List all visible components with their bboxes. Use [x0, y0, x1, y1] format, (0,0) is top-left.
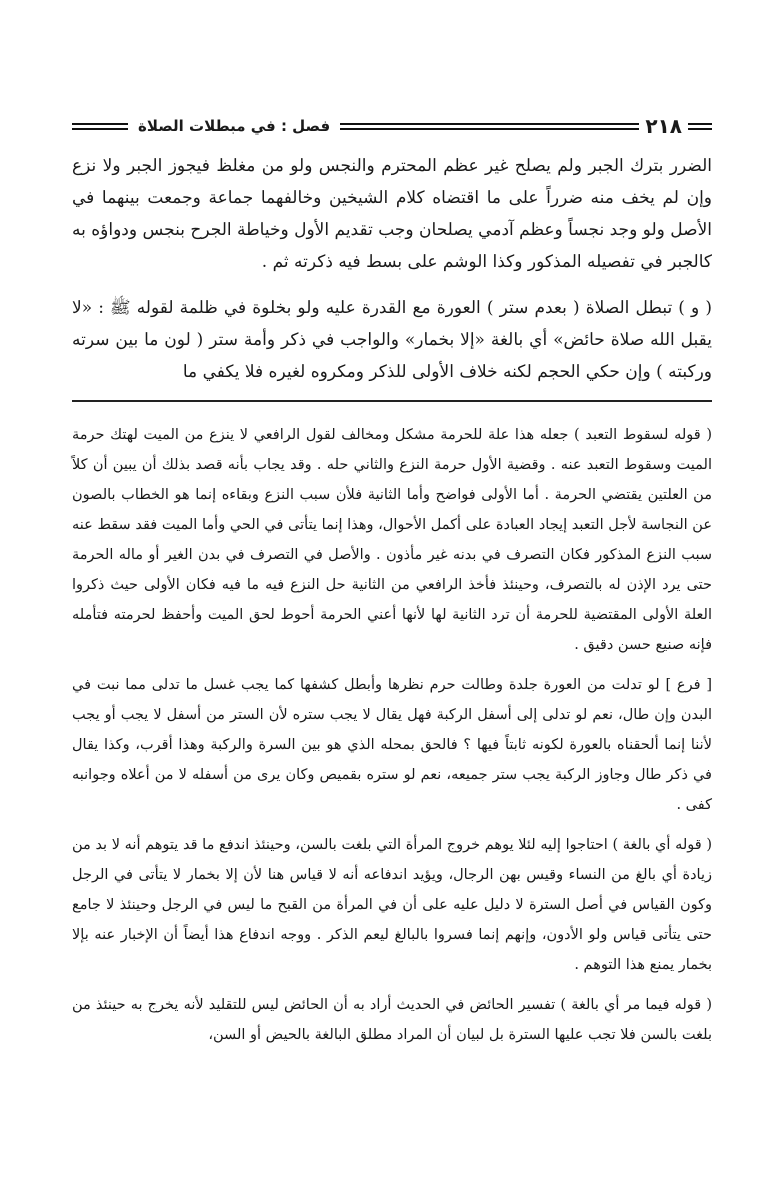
header-ornament-right: [688, 123, 712, 130]
book-page: [72, 0, 712, 1182]
main-text: [72, 150, 712, 402]
section-title: فصل : في مبطلات الصلاة: [138, 117, 331, 135]
main-paragraph: ( و ) تبطل الصلاة ( بعدم ستر ) العورة مع القدرة عليه ولو بخلوة في ظلمة لقوله ﷺ : «لا يقبل الله صلاة حائض» أي بالغة «إلا بخمار» والواجب في ذكر وأمة ستر ( لون ما بين سرته وركبته ) وإن حكي الحجم لكنه خلاف الأولى للذكر ومكروه لغيره فلا يكفي ما: [72, 298, 712, 382]
footnote-paragraph: [ فرع ] لو تدلت من العورة جلدة وطالت حرم نظرها وأبطل كشفها كما يجب غسل ما تدلى مما نبت في البدن وإن طال، نعم لو تدلى إلى أسفل الركبة فهل يقال لا يجب ستره لأن الستر من أسفل لا يجب أو يجب لأننا إنما ألحقناه بالعورة لكونه ثابتاً فيها ؟ فالحق بمحله الذي هو بين السرة والركبة وهذا أقرب، وكذا يقال في ذكر طال وجاوز الركبة يجب ستر جميعه، نعم لو ستره بقميص وكان يرى من أسفله لا من أعلاه وجوانبه كفى .: [72, 677, 712, 813]
header-rule-left: [72, 123, 128, 130]
footnote-paragraph: ( قوله لسقوط التعبد ) جعله هذا علة للحرمة مشكل ومخالف لقول الرافعي لا ينزع من الميت لهتك حرمة الميت وسقوط التعبد عنه . وقضية الأول حرمة النزع والثاني حله . وقد يجاب بأنه قصد بذلك أن يبين أن كلاً من العلتين يقتضي الحرمة . أما الأولى فواضح وأما الثانية فلأن سبب النزع وبقاءه إنما هو الخطاب بالصون عن النجاسة لأجل التعبد إيجاد العبادة على أكمل الأحوال، وهذا إنما يتأتى في الحي وأما الميت فقد سقط عنه سبب النزع المذكور فكان التصرف في بدنه غير مأذون . والأصل في التصرف في بدن الغير أو ماله الحرمة حتى يرد الإذن له بالتصرف، وحينئذ فأخذ الرافعي من الثانية حل النزع فيه ما فيه فكان الأولى حيث ذكروا العلة الأولى المقتضية للحرمة أن ترد الثانية لها لأنها أعني الحرمة أحوط لحق الميت وأحفظ لحرمته فتأمله فإنه صنيع حسن دقيق .: [72, 427, 712, 653]
main-paragraph: الضرر بترك الجبر ولم يصلح غير عظم المحترم والنجس ولو من مغلظ فيجوز الجبر ولا نزع وإن لم يخف منه ضرراً على ما اقتضاه كلام الشيخين وخالفهما جماعة وجمعت بينهما في الأصل ولو وجد نجساً وعظم آدمي يصلحان وجب تقديم الأول وخياطة الجرح بنجس ودواؤه به كالجبر في تفصيله المذكور وكذا الوشم على بسط فيه ذكرته ثم .: [72, 156, 712, 272]
footnote-paragraph: ( قوله أي بالغة ) احتاجوا إليه لئلا يوهم خروج المرأة التي بلغت بالسن، وحينئذ اندفع ما قد يتوهم أنه لا بد من زيادة أي بالغ من النساء وقيس بهن الرجال، ويؤيد اندفاعه أنه لا قياس هنا لأن إلا بخمار لا يتأتى في الرجل وكون القياس في أصل السترة لا دليل عليه على أن في المرأة من القبح ما ليس في الرجل وحينئذ لا جامع حتى يتأتى قياس ولو الأدون، وإنهم إنما فسروا بالبالغ ليعم الذكر . ووجه اندفاع هذا أيضاً أن الإخبار عنه بإلا بخمار يمنع هذا التوهم .: [72, 837, 712, 973]
footnote-paragraph: ( قوله فيما مر أي بالغة ) تفسير الحائض في الحديث أراد به أن الحائض ليس للتقليد لأنه يخرج به حينئذ من بلغت بالسن فلا تجب عليها السترة بل لبيان أن المراد مطلق البالغة بالحيض أو السن،: [72, 997, 712, 1043]
header-rule-middle: [340, 123, 639, 130]
page-number: ٢١٨: [645, 114, 682, 138]
footnotes: [72, 420, 712, 1060]
footnote-divider: [72, 400, 712, 402]
running-header: [72, 104, 712, 148]
